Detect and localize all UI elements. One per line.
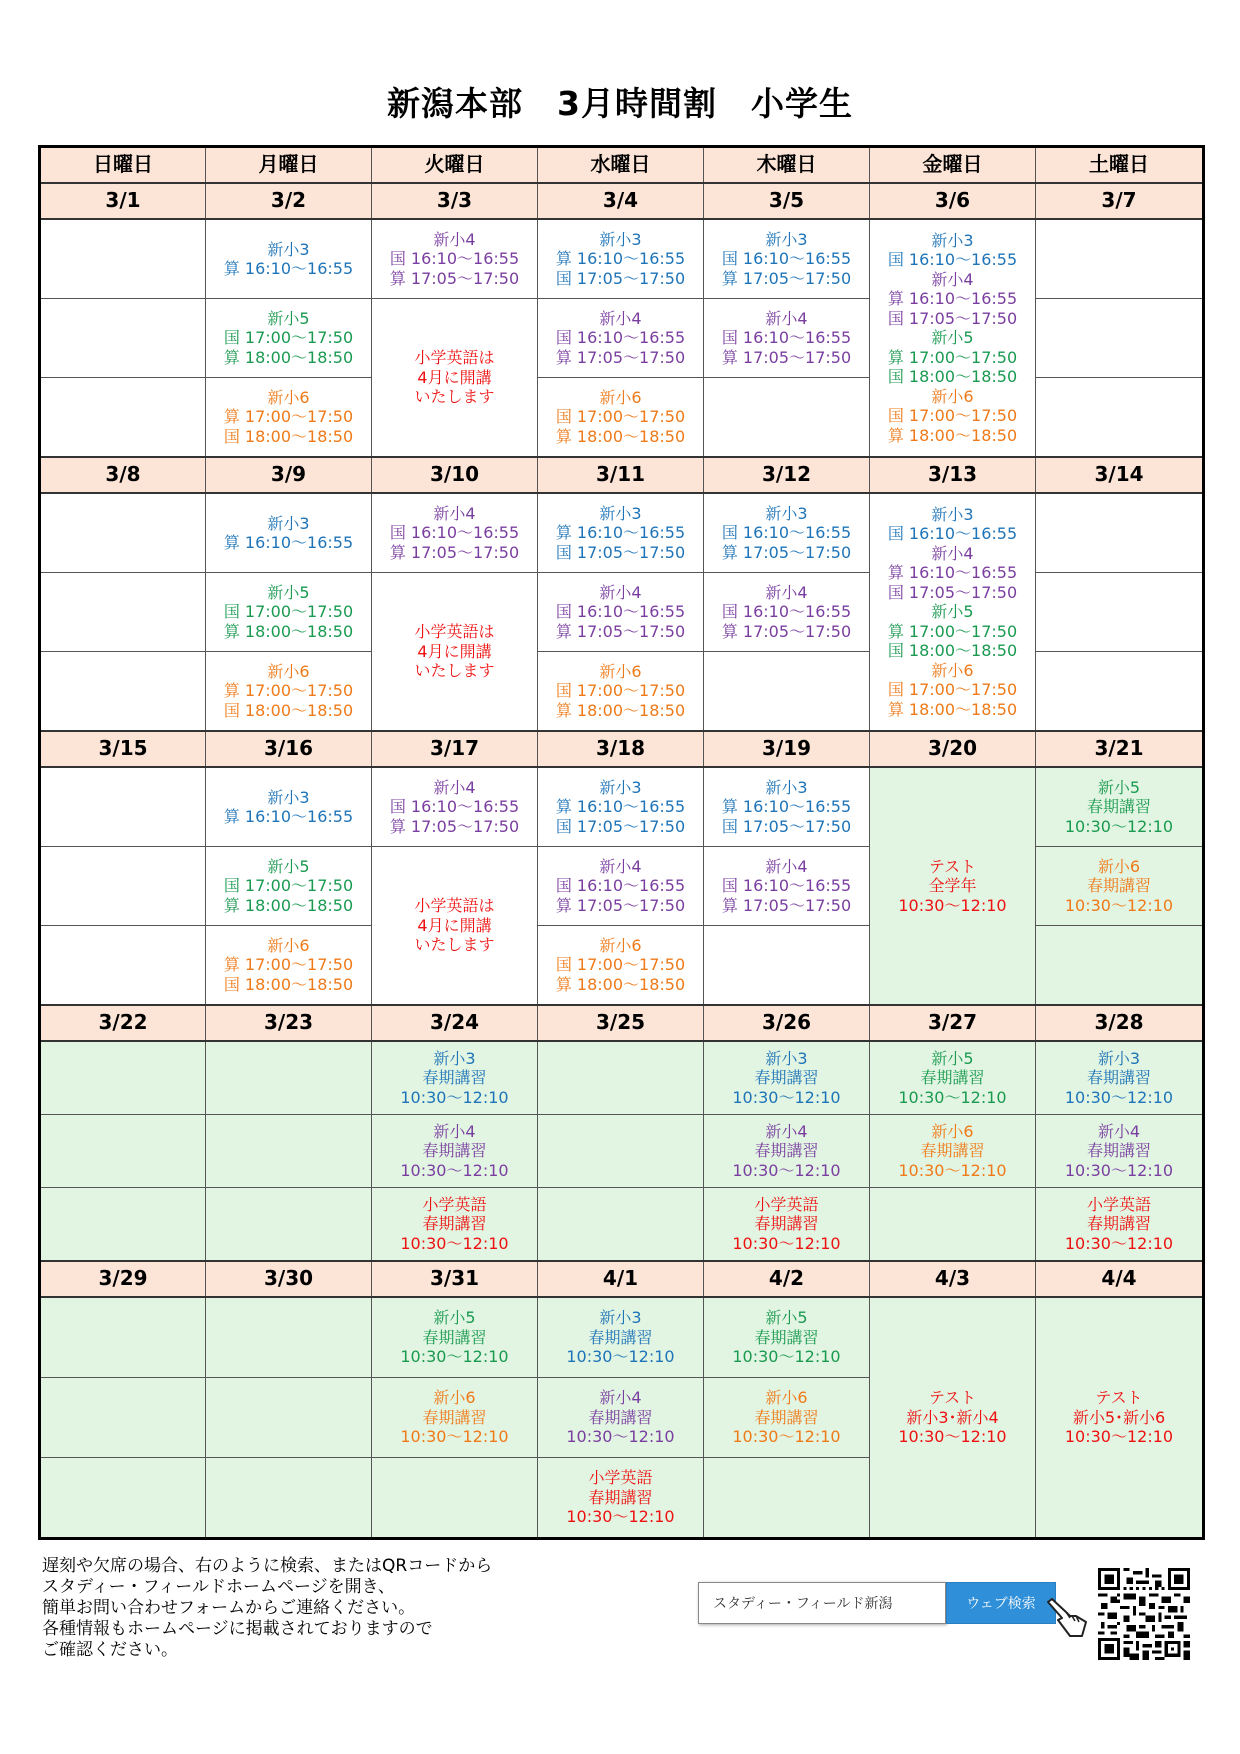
date-cell: 3/12	[704, 457, 870, 493]
slot-row	[40, 493, 1204, 573]
empty-cell	[206, 1378, 372, 1458]
class-cell: 新小6 算 17:00～17:50 国 18:00～18:50	[206, 378, 372, 458]
empty-cell	[206, 1115, 372, 1188]
date-cell: 3/27	[870, 1005, 1036, 1041]
empty-cell	[40, 1297, 206, 1378]
class-cell: 新小6 国 17:00～17:50 算 18:00～18:50	[538, 926, 704, 1006]
date-row	[40, 457, 1204, 493]
class-cell: 新小4 国 16:10～16:55 算 17:05～17:50	[538, 847, 704, 926]
date-cell: 3/23	[206, 1005, 372, 1041]
date-row	[40, 183, 1204, 219]
class-cell: 新小4 国 16:10～16:55 算 17:05～17:50	[538, 299, 704, 378]
class-cell: 小学英語 春期講習 10:30～12:10	[704, 1188, 870, 1262]
class-cell: 新小4 春期講習 10:30～12:10	[538, 1378, 704, 1458]
empty-cell	[206, 1041, 372, 1115]
class-cell: 新小3 春期講習 10:30～12:10	[704, 1041, 870, 1115]
empty-cell	[40, 378, 206, 458]
empty-cell	[1036, 493, 1204, 573]
class-cell: 新小4 国 16:10～16:55 算 17:05～17:50	[372, 219, 538, 299]
footer-line: 各種情報もホームページに掲載されておりますので	[42, 1619, 433, 1639]
date-cell: 3/5	[704, 183, 870, 219]
class-cell: 新小4 国 16:10～16:55 算 17:05～17:50	[704, 573, 870, 652]
date-cell: 3/10	[372, 457, 538, 493]
empty-cell	[40, 767, 206, 847]
class-cell: 新小3 春期講習 10:30～12:10	[538, 1297, 704, 1378]
class-cell: 新小3 算 16:10～16:55 国 17:05～17:50	[704, 767, 870, 847]
timetable	[38, 145, 1205, 1540]
date-cell: 4/1	[538, 1261, 704, 1297]
empty-cell	[1036, 299, 1204, 378]
slot-row	[40, 767, 1204, 847]
date-cell: 3/17	[372, 731, 538, 767]
class-cell: 新小3 国 16:10～16:55 算 17:05～17:50	[704, 493, 870, 573]
empty-cell	[1036, 652, 1204, 732]
class-cell: 新小4 春期講習 10:30～12:10	[704, 1115, 870, 1188]
class-cell: 新小4 国 16:10～16:55 算 17:05～17:50	[704, 299, 870, 378]
date-row	[40, 731, 1204, 767]
date-cell: 3/26	[704, 1005, 870, 1041]
class-cell: 新小4 国 16:10～16:55 算 17:05～17:50	[372, 767, 538, 847]
date-cell: 3/6	[870, 183, 1036, 219]
empty-cell	[40, 1041, 206, 1115]
slot-row	[40, 1188, 1204, 1262]
class-cell: 小学英語 春期講習 10:30～12:10	[538, 1458, 704, 1539]
class-cell: 新小6 春期講習 10:30～12:10	[704, 1378, 870, 1458]
class-cell: 新小3 算 16:10～16:55 国 17:05～17:50	[538, 767, 704, 847]
date-cell: 3/20	[870, 731, 1036, 767]
class-cell: 新小4 国 16:10～16:55 算 17:05～17:50	[704, 847, 870, 926]
empty-cell	[40, 847, 206, 926]
footer-line: ご確認ください。	[42, 1640, 178, 1660]
empty-cell	[538, 1041, 704, 1115]
slot-row	[40, 1041, 1204, 1115]
date-cell: 3/3	[372, 183, 538, 219]
class-cell: 新小5 春期講習 10:30～12:10	[372, 1297, 538, 1378]
class-cell: 新小5 国 17:00～17:50 算 18:00～18:50	[206, 573, 372, 652]
empty-cell	[704, 1458, 870, 1539]
class-cell: 新小4 国 16:10～16:55 算 17:05～17:50	[538, 573, 704, 652]
page-title: 新潟本部 3月時間割 小学生	[387, 84, 853, 123]
qr-code-icon	[1098, 1568, 1190, 1660]
class-cell: 新小3 算 16:10～16:55 国 17:05～17:50	[538, 493, 704, 573]
slot-row	[40, 219, 1204, 299]
empty-cell	[40, 1378, 206, 1458]
date-cell: 3/21	[1036, 731, 1204, 767]
empty-cell	[704, 926, 870, 1006]
date-cell: 4/4	[1036, 1261, 1204, 1297]
empty-cell	[1036, 573, 1204, 652]
date-cell: 3/1	[40, 183, 206, 219]
date-cell: 3/30	[206, 1261, 372, 1297]
search-box-image: スタディー・フィールド新潟	[698, 1582, 946, 1624]
empty-cell	[40, 493, 206, 573]
date-cell: 3/13	[870, 457, 1036, 493]
empty-cell	[704, 652, 870, 732]
date-row	[40, 1261, 1204, 1297]
date-cell: 3/15	[40, 731, 206, 767]
date-cell: 3/9	[206, 457, 372, 493]
class-cell: 新小5 国 17:00～17:50 算 18:00～18:50	[206, 299, 372, 378]
date-cell: 3/31	[372, 1261, 538, 1297]
empty-cell	[372, 1458, 538, 1539]
weekday-fri: 金曜日	[870, 147, 1036, 184]
english-notice-cell: 小学英語は 4月に開講 いたします	[372, 573, 538, 732]
date-row	[40, 1005, 1204, 1041]
footer-line: 遅刻や欠席の場合、右のように検索、またはQRコードから	[42, 1556, 493, 1576]
date-cell: 4/3	[870, 1261, 1036, 1297]
date-cell: 3/2	[206, 183, 372, 219]
empty-cell	[40, 1458, 206, 1539]
empty-cell	[1036, 926, 1204, 1006]
weekday-sat: 土曜日	[1036, 147, 1204, 184]
class-cell: 新小3 春期講習 10:30～12:10	[1036, 1041, 1204, 1115]
date-cell: 3/19	[704, 731, 870, 767]
date-cell: 3/22	[40, 1005, 206, 1041]
date-cell: 3/28	[1036, 1005, 1204, 1041]
class-cell: 新小6 算 17:00～17:50 国 18:00～18:50	[206, 652, 372, 732]
class-cell: 新小5 春期講習 10:30～12:10	[704, 1297, 870, 1378]
empty-cell	[206, 1458, 372, 1539]
empty-cell	[538, 1188, 704, 1262]
class-cell: 新小3 春期講習 10:30～12:10	[372, 1041, 538, 1115]
test-cell: テスト 全学年 10:30～12:10	[870, 767, 1036, 1005]
empty-cell	[1036, 219, 1204, 299]
date-cell: 3/18	[538, 731, 704, 767]
footer-line: 簡単お問い合わせフォームからご連絡ください。	[42, 1598, 416, 1618]
test-cell: テスト 新小3･新小4 10:30～12:10	[870, 1297, 1036, 1539]
date-cell: 3/7	[1036, 183, 1204, 219]
class-cell: 新小4 春期講習 10:30～12:10	[1036, 1115, 1204, 1188]
test-cell: テスト 新小5･新小6 10:30～12:10	[1036, 1297, 1204, 1539]
class-cell: 新小6 算 17:00～17:50 国 18:00～18:50	[206, 926, 372, 1006]
date-cell: 3/16	[206, 731, 372, 767]
class-cell: 新小5 国 17:00～17:50 算 18:00～18:50	[206, 847, 372, 926]
slot-row	[40, 1297, 1204, 1378]
date-cell: 3/8	[40, 457, 206, 493]
pointing-hand-icon	[1042, 1598, 1088, 1640]
empty-cell	[40, 926, 206, 1006]
empty-cell	[538, 1115, 704, 1188]
class-cell: 小学英語 春期講習 10:30～12:10	[372, 1188, 538, 1262]
class-cell: 小学英語 春期講習 10:30～12:10	[1036, 1188, 1204, 1262]
class-cell: 新小3 算 16:10～16:55	[206, 219, 372, 299]
date-cell: 3/4	[538, 183, 704, 219]
weekday-sun: 日曜日	[40, 147, 206, 184]
friday-class-cell: 新小3 国 16:10～16:55 新小4 算 16:10～16:55 国 17:05～17:50 新小5 算 17:00～17:50 国 18:00～18:50 新小6 国 17:00～17:50 算 18:00～18:50	[870, 493, 1036, 731]
date-cell: 3/25	[538, 1005, 704, 1041]
empty-cell	[40, 1115, 206, 1188]
weekday-mon: 月曜日	[206, 147, 372, 184]
empty-cell	[870, 1188, 1036, 1262]
class-cell: 新小5 春期講習 10:30～12:10	[1036, 767, 1204, 847]
empty-cell	[40, 1188, 206, 1262]
empty-cell	[206, 1297, 372, 1378]
footer-line: スタディー・フィールドホームページを開き、	[42, 1577, 395, 1597]
date-cell: 3/11	[538, 457, 704, 493]
empty-cell	[40, 652, 206, 732]
date-cell: 4/2	[704, 1261, 870, 1297]
footer-note	[42, 1556, 492, 1661]
empty-cell	[1036, 378, 1204, 458]
class-cell: 新小5 春期講習 10:30～12:10	[870, 1041, 1036, 1115]
class-cell: 新小6 春期講習 10:30～12:10	[1036, 847, 1204, 926]
class-cell: 新小6 春期講習 10:30～12:10	[870, 1115, 1036, 1188]
class-cell: 新小3 算 16:10～16:55 国 17:05～17:50	[538, 219, 704, 299]
weekday-thu: 木曜日	[704, 147, 870, 184]
class-cell: 新小6 国 17:00～17:50 算 18:00～18:50	[538, 652, 704, 732]
web-search-button-image: ウェブ検索	[946, 1582, 1056, 1624]
weekday-header-row	[40, 147, 1204, 184]
empty-cell	[704, 378, 870, 458]
slot-row	[40, 1115, 1204, 1188]
class-cell: 新小6 国 17:00～17:50 算 18:00～18:50	[538, 378, 704, 458]
class-cell: 新小3 算 16:10～16:55	[206, 767, 372, 847]
class-cell: 新小6 春期講習 10:30～12:10	[372, 1378, 538, 1458]
weekday-wed: 水曜日	[538, 147, 704, 184]
class-cell: 新小3 算 16:10～16:55	[206, 493, 372, 573]
empty-cell	[40, 219, 206, 299]
date-cell: 3/29	[40, 1261, 206, 1297]
class-cell: 新小3 国 16:10～16:55 算 17:05～17:50	[704, 219, 870, 299]
weekday-tue: 火曜日	[372, 147, 538, 184]
empty-cell	[206, 1188, 372, 1262]
date-cell: 3/24	[372, 1005, 538, 1041]
empty-cell	[40, 573, 206, 652]
english-notice-cell: 小学英語は 4月に開講 いたします	[372, 847, 538, 1006]
class-cell: 新小4 国 16:10～16:55 算 17:05～17:50	[372, 493, 538, 573]
class-cell: 新小4 春期講習 10:30～12:10	[372, 1115, 538, 1188]
date-cell: 3/14	[1036, 457, 1204, 493]
friday-class-cell: 新小3 国 16:10～16:55 新小4 算 16:10～16:55 国 17:05～17:50 新小5 算 17:00～17:50 国 18:00～18:50 新小6 国 17:00～17:50 算 18:00～18:50	[870, 219, 1036, 457]
english-notice-cell: 小学英語は 4月に開講 いたします	[372, 299, 538, 458]
empty-cell	[40, 299, 206, 378]
